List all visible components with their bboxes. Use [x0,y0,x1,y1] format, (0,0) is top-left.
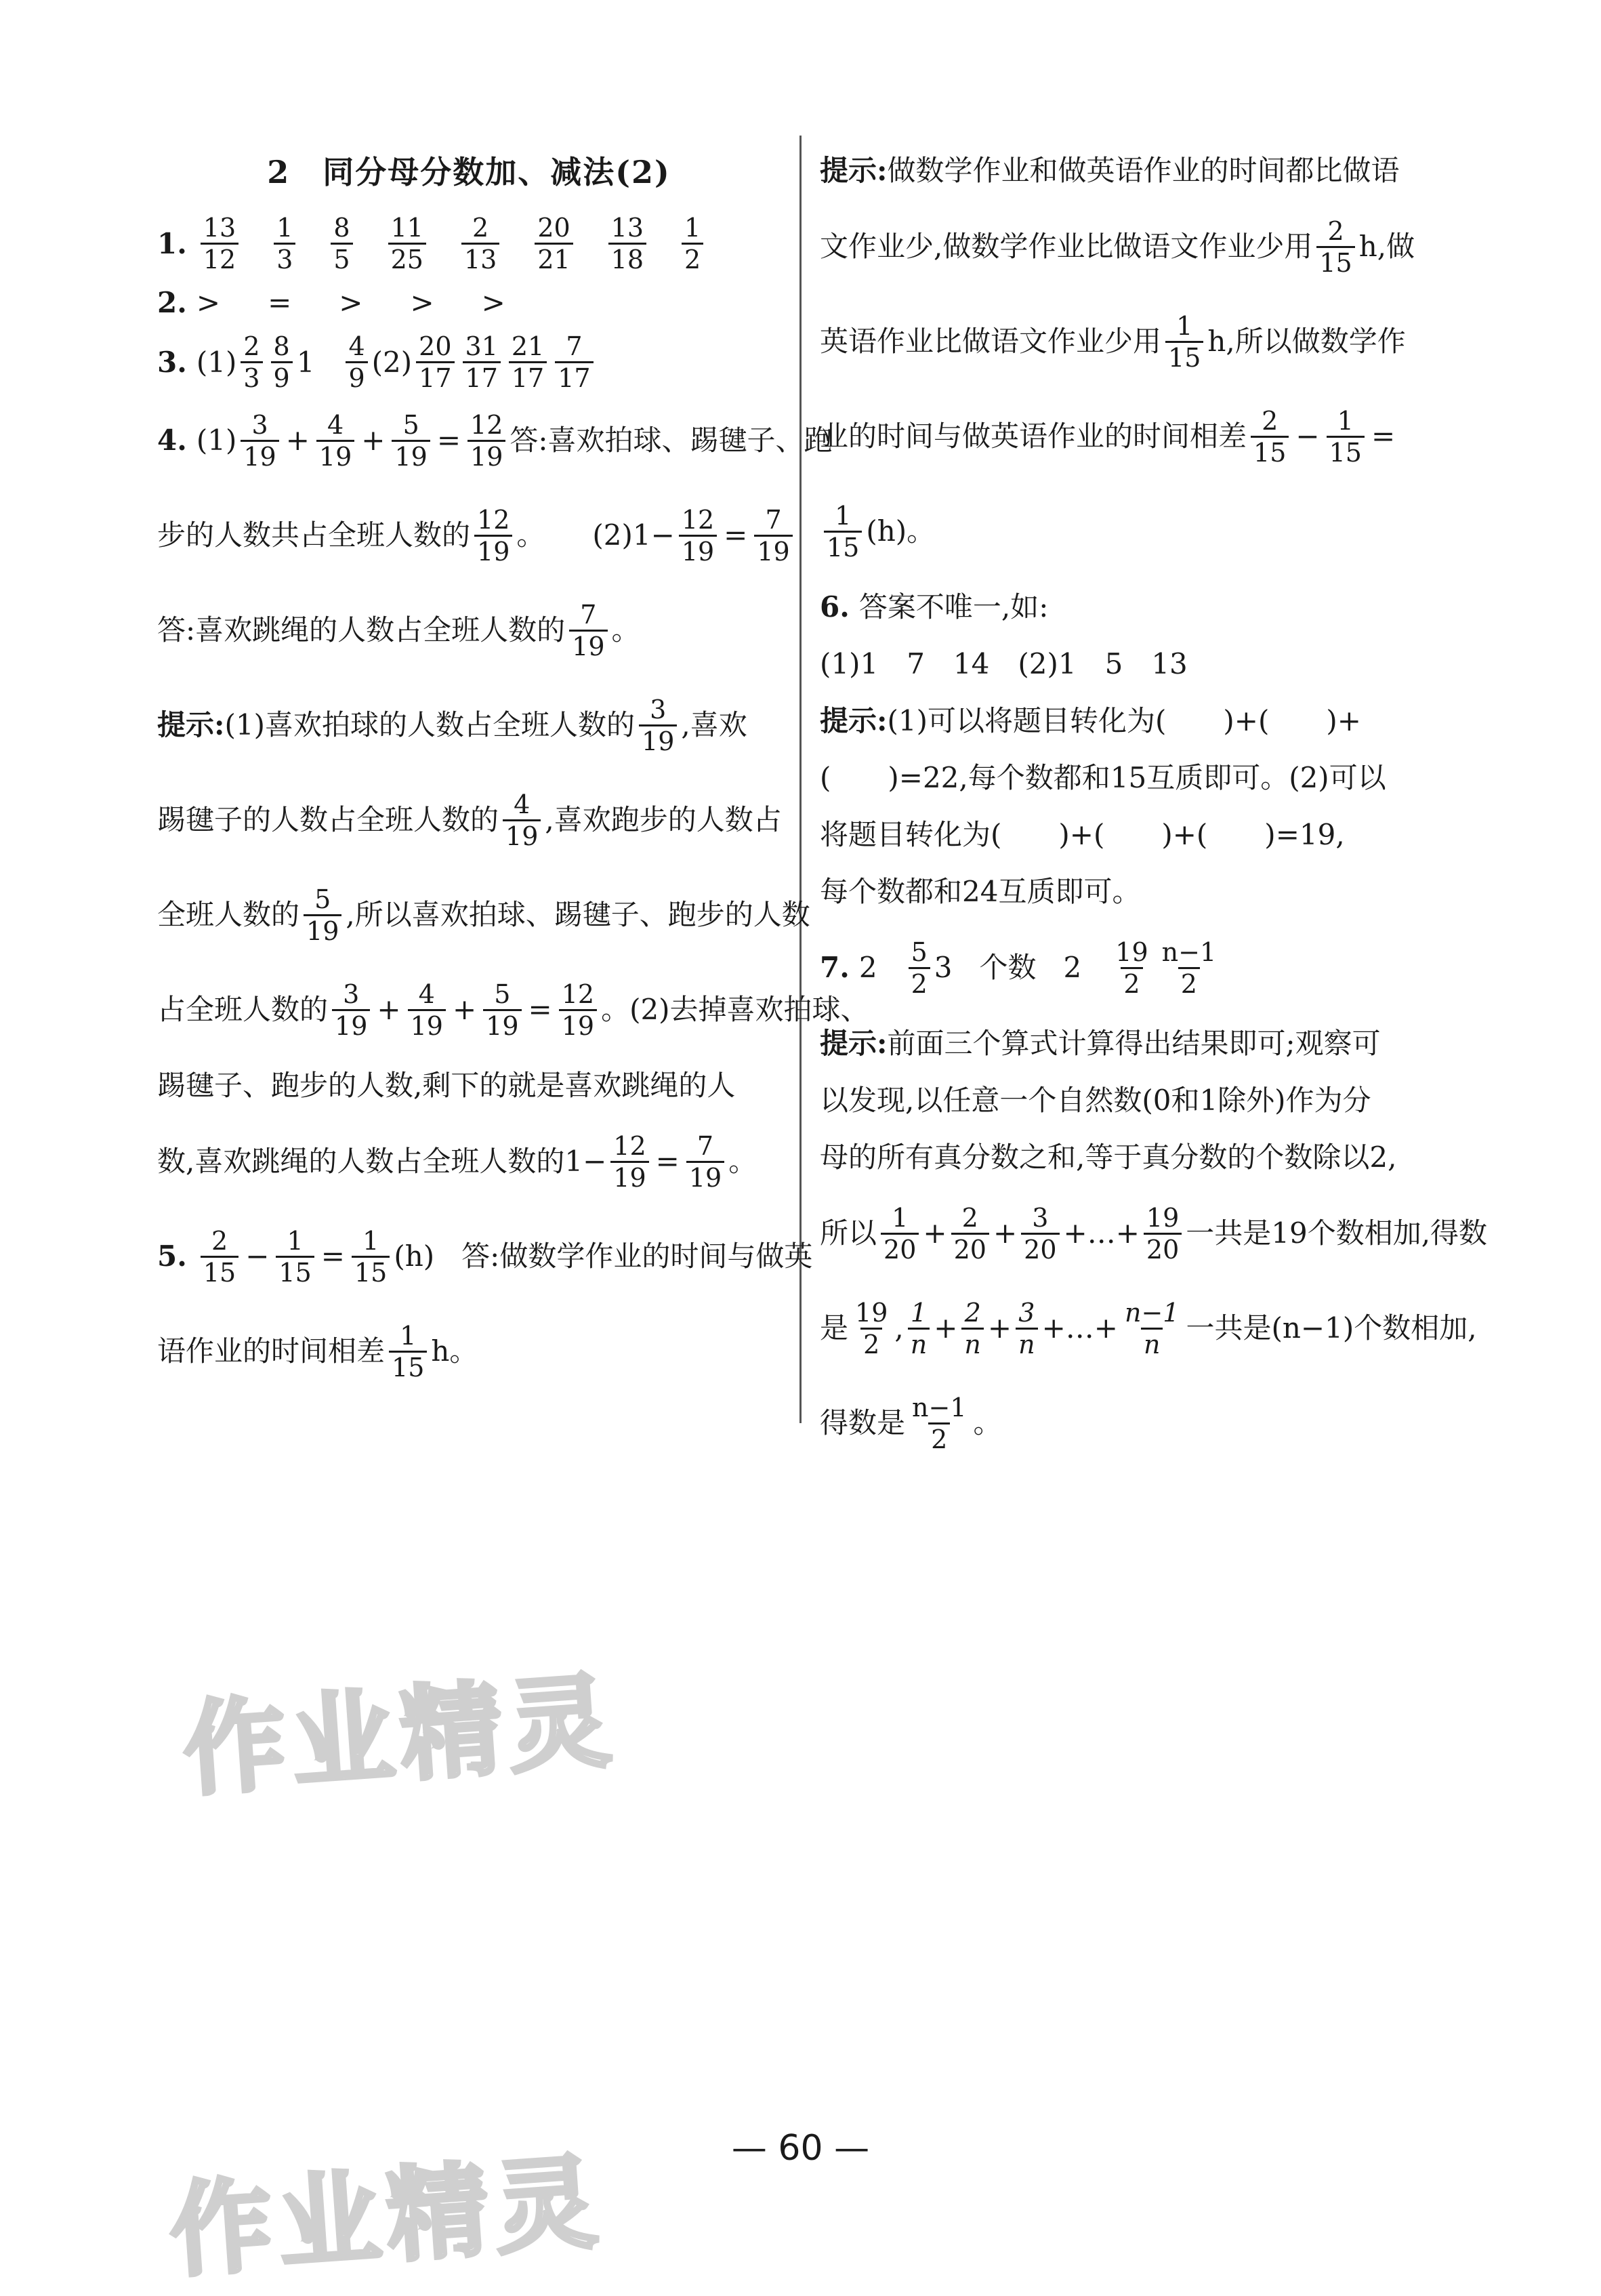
q5-label: 5. [157,1239,187,1273]
q1-label: 1. [157,226,187,260]
equals-sign: = [655,1145,680,1178]
q7-hint-6 [820,1376,1443,1471]
plus-sign: + [377,993,401,1026]
plus-sign: + [285,424,310,457]
q2-symbol: = [268,286,292,319]
plus-sign: + [361,424,386,457]
fraction: $\frac{5}{19}$ [483,979,521,1041]
fraction: $\frac{4}{19}$ [503,790,541,851]
q7-label: 7. [820,951,850,984]
fraction: $\frac{7}{19}$ [569,600,607,661]
q7-hint-3 [820,1129,1443,1186]
q2-row [157,274,781,331]
watermark: 作业精灵 [180,1662,621,1811]
fraction: $\frac{3}{19}$ [332,979,370,1041]
fraction: $\frac{8}{9}$ [271,331,293,393]
fraction: $\frac{4}{19}$ [408,979,446,1041]
hint-text: 业的时间与做英语作业的时间相差 [820,419,1247,453]
fraction: $\frac{5}{2}$ [909,937,930,999]
watermark: 作业精灵 [166,2143,608,2292]
q4-hint-1 [157,678,781,773]
fraction: $\frac{1}{15}$ [1165,311,1203,373]
plus-sign: + [987,1311,1012,1345]
hint-text: 前面三个算式计算得出结果即可;观察可 [887,1027,1381,1060]
fraction: $\frac{2}{15}$ [201,1226,238,1288]
q4-hint-3 [157,867,810,962]
q4-row-3 [157,583,781,678]
period: 。 [611,613,640,647]
hint-text: 每个数都和24互质即可。 [820,875,1141,908]
left-column [157,136,869,1399]
section-title: 2 同分母分数加、减法(2) [267,154,671,190]
q5-row-1 [157,1209,813,1304]
q6-text: 答案不唯一,如: [858,590,1049,623]
ellipsis: +…+ [1063,1216,1140,1250]
q3-part1: (1) [196,345,237,379]
q7-row [820,920,1443,1015]
fraction: $\frac{19}{20}$ [1144,1203,1182,1265]
fraction: $\frac{5}{19}$ [392,410,430,472]
fraction: $\frac{2}{3}$ [241,331,262,393]
q6-hint-1 [820,693,1443,750]
hint-text: 踢毽子、跑步的人数,剩下的就是喜欢跳绳的人 [157,1069,736,1102]
fraction: $\frac{21}{17}$ [509,331,547,393]
hint-text: 以发现,以任意一个自然数(0和1除外)作为分 [820,1084,1371,1117]
q7-value: 3 [934,951,953,984]
q5-answer-2: 语作业的时间相差 [157,1334,386,1368]
q5-hint-4 [820,389,1443,484]
hint-text: 占全班人数的 [157,993,329,1026]
fraction: $\frac{n-1}{2}$ [912,1392,967,1454]
q7-hint-5 [820,1281,1477,1376]
column-divider [799,136,802,1423]
q7-value: 2 [1063,951,1082,984]
minus-sign: − [1295,419,1320,453]
page-number: — 60 — [731,2128,870,2169]
hint-text: 一共是(n−1)个数相加, [1186,1311,1477,1345]
fraction: $\frac{1}{15}$ [1327,406,1365,468]
q4-hint-6 [157,1114,781,1209]
q6-row [820,579,1443,636]
q6-hint-3 [820,806,1443,863]
equals-sign: = [320,1239,345,1273]
fraction: $\frac{3}{n}$ [1016,1298,1037,1359]
fraction: $\frac{4}{19}$ [316,410,354,472]
fraction: $\frac{7}{19}$ [686,1131,724,1193]
period: 。 [728,1145,757,1178]
q6-answers [820,636,1443,693]
hint-text: (h)。 [866,514,936,548]
fraction: $\frac{7}{17}$ [555,331,593,393]
fraction: $\frac{5}{19}$ [304,884,341,946]
hint-label: 提示: [820,154,888,187]
q4-part2: (2) [592,518,633,552]
q5-answer: 答:做数学作业的时间与做英 [461,1239,813,1273]
fraction: $\frac{19}{2}$ [1115,937,1148,999]
fraction: $\frac{3}{19}$ [639,695,677,756]
hint-text: ( )=22,每个数都和15互质即可。(2)可以 [820,761,1386,794]
plus-sign: + [923,1216,947,1250]
fraction: $\frac{12}{19}$ [474,505,512,567]
fraction: $\frac{12}{19}$ [559,979,597,1041]
fraction: $\frac{12}{19}$ [679,505,717,567]
fraction: $\frac{12}{19}$ [467,410,505,472]
fraction: $\frac{8}{5}$ [331,213,352,274]
fraction: $\frac{2}{15}$ [1316,216,1354,278]
one-minus: 1− [564,1145,607,1178]
hint-label: 提示: [157,708,225,741]
fraction: $\frac{1}{15}$ [824,501,862,562]
fraction: $\frac{1}{n}$ [908,1298,930,1359]
fraction: $\frac{n-1}{n}$ [1124,1297,1180,1359]
q3-one: 1 [296,345,315,379]
q6-hint-4 [820,863,1443,920]
hint-text: 踢毽子的人数占全班人数的 [157,803,499,836]
q3-part2: (2) [371,345,413,379]
fraction: $\frac{1}{2}$ [682,213,703,274]
q4-row-2 [157,488,790,583]
fraction: $\frac{3}{19}$ [241,410,278,472]
period: 。 [973,1406,1002,1439]
q5-row-2 [157,1304,781,1399]
plus-sign: + [934,1311,958,1345]
fraction: $\frac{12}{19}$ [610,1131,648,1193]
q4-label: 4. [157,424,187,457]
hint-label: 提示: [820,1027,888,1060]
q4-answer-1b: 步的人数共占全班人数的 [157,518,471,552]
unit: (h) [394,1239,435,1273]
q7-hint-4 [820,1186,1488,1281]
equals-sign: = [1371,419,1396,453]
equals-sign: = [528,993,552,1026]
hint-text: (1)喜欢拍球的人数占全班人数的 [224,708,636,741]
ellipsis: +…+ [1041,1311,1118,1345]
hint-text: 全班人数的 [157,898,300,931]
hint-text: 得数是 [820,1406,906,1439]
q3-row [157,331,781,393]
q4-answer-1a: 答:喜欢拍球、踢毽子、跑 [510,424,833,457]
q7-value: 2 [858,951,877,984]
fraction: $\frac{20}{17}$ [416,331,454,393]
q7-value: 个数 [979,951,1037,984]
q7-hint-2 [820,1072,1443,1129]
fraction: $\frac{1}{3}$ [274,213,295,274]
fraction: $\frac{4}{9}$ [346,331,367,393]
q6-hint-2 [820,750,1443,806]
q6-label: 6. [820,590,850,623]
fraction: $\frac{13}{18}$ [608,213,646,274]
equals-sign: = [724,518,748,552]
hint-text: ,所以喜欢拍球、踢毽子、跑步的人数 [346,898,810,931]
q4-hint-5 [157,1057,781,1114]
fraction: $\frac{2}{15}$ [1251,406,1289,468]
q6-answer-values: (1)1 7 14 (2)1 5 13 [820,647,1188,680]
hint-text: 。(2)去掉喜欢拍球、 [601,993,869,1026]
q5-hint-3 [820,294,1443,389]
fraction: $\frac{1}{15}$ [352,1226,390,1288]
fraction: $\frac{11}{25}$ [388,213,426,274]
comma: , [894,1311,904,1345]
fraction: $\frac{2}{n}$ [961,1298,983,1359]
fraction: $\frac{2}{20}$ [951,1203,989,1265]
hint-text: 做数学作业和做英语作业的时间都比做语 [887,154,1400,187]
q2-symbol: > [339,286,363,319]
q4-part1: (1) [196,424,237,457]
fraction: $\frac{19}{2}$ [855,1297,888,1359]
fraction: $\frac{31}{17}$ [463,331,501,393]
plus-sign: + [452,993,477,1026]
q2-symbol: > [410,286,434,319]
equals-sign: = [436,424,461,457]
period: 。 [516,518,545,552]
q5-hint-1 [820,142,1443,199]
fraction: $\frac{13}{12}$ [201,213,238,274]
q4-hint-2 [157,773,781,867]
fraction: $\frac{2}{13}$ [461,213,499,274]
hint-label: 提示: [820,704,888,737]
hint-text: h,做 [1358,230,1415,263]
fraction: $\frac{1}{20}$ [881,1203,919,1265]
plus-sign: + [993,1216,1018,1250]
q7-hint-1 [820,1015,1443,1072]
hint-text: ,喜欢 [681,708,747,741]
hint-text: 英语作业比做语文作业少用 [820,325,1162,358]
right-column [820,136,1488,1471]
hint-text: h,所以做数学作 [1207,325,1406,358]
q2-symbol: > [481,286,505,319]
hint-text: 将题目转化为( )+( )+( )=19, [820,818,1345,851]
hint-text: (1)可以将题目转化为( )+( )+ [887,704,1361,737]
q3-label: 3. [157,345,187,379]
hint-text: 文作业少,做数学作业比做语文作业少用 [820,230,1313,263]
hint-text: 母的所有真分数之和,等于真分数的个数除以2, [820,1141,1397,1174]
hint-text: 一共是19个数相加,得数 [1186,1216,1488,1250]
q1-row [157,213,781,274]
q2-symbol: > [196,286,221,319]
q2-label: 2. [157,286,187,319]
hint-text: 是 [820,1311,849,1345]
hint-text: 数,喜欢跳绳的人数占全班人数的 [157,1145,565,1178]
q5-hint-5 [820,484,1443,579]
fraction: $\frac{3}{20}$ [1021,1203,1059,1265]
q4-answer-2: 答:喜欢跳绳的人数占全班人数的 [157,613,566,647]
fraction: $\frac{7}{19}$ [754,505,792,567]
unit: h。 [431,1334,478,1368]
fraction: $\frac{1}{15}$ [389,1321,427,1382]
q1-answers [196,213,707,274]
q5-hint-2 [820,199,1443,294]
minus-sign: − [245,1239,270,1273]
q4-row-1 [157,393,833,488]
one-minus: 1− [632,518,675,552]
fraction: $\frac{n-1}{2}$ [1161,937,1217,999]
hint-text: ,喜欢跑步的人数占 [545,803,782,836]
hint-text: 所以 [820,1216,877,1250]
fraction: $\frac{1}{15}$ [276,1226,314,1288]
fraction: $\frac{20}{21}$ [535,213,573,274]
